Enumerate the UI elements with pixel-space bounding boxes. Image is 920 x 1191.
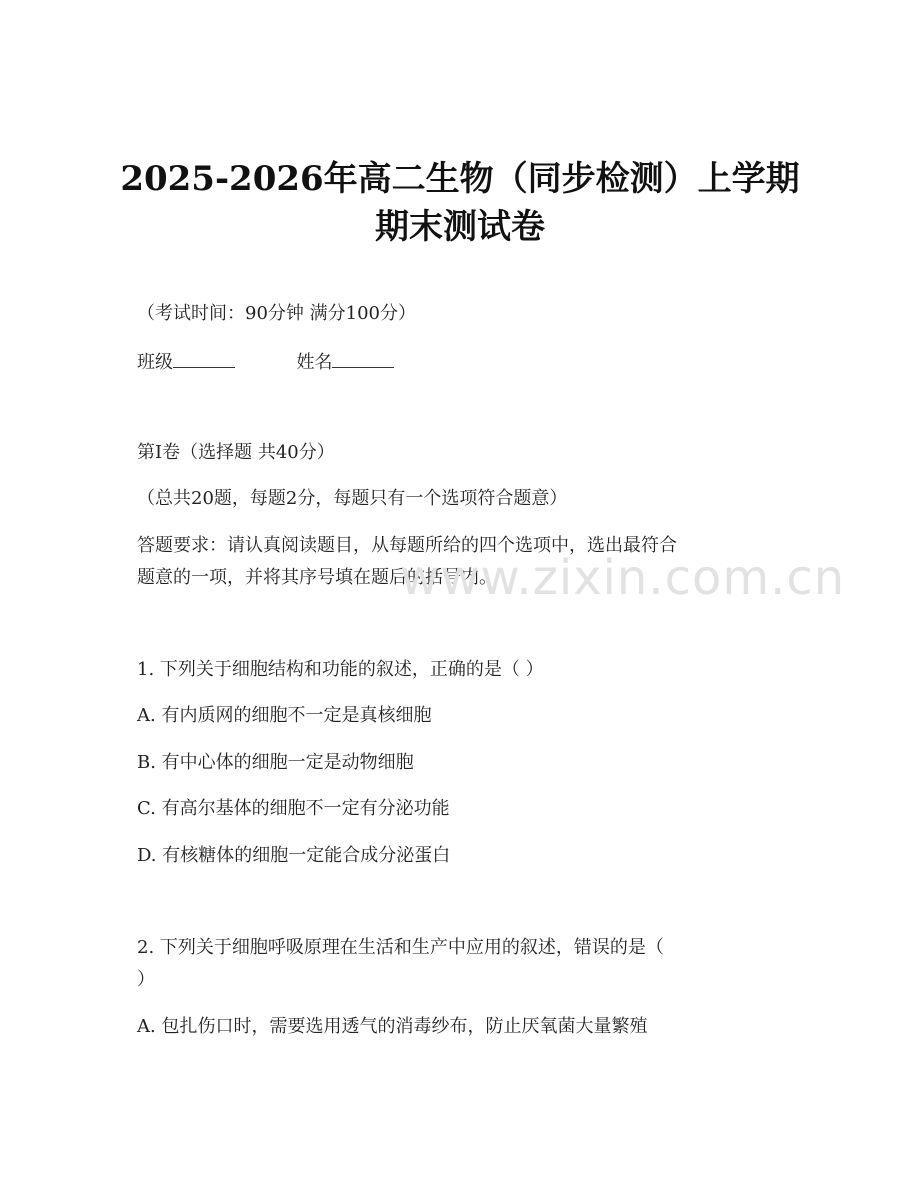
question-1-option-d: D. 有核糖体的细胞一定能合成分泌蛋白 xyxy=(137,845,451,866)
section-note: （总共20题，每题2分，每题只有一个选项符合题意） xyxy=(137,488,568,509)
class-blank xyxy=(173,349,235,368)
watermark: www.zixin.com.cn xyxy=(400,550,846,606)
page-title-line-1: 2025-2026年高二生物（同步检测）上学期 xyxy=(120,159,800,199)
question-2-option-a: A. 包扎伤口时，需要选用透气的消毒纱布，防止厌氧菌大量繁殖 xyxy=(137,1016,648,1037)
class-label: 班级 xyxy=(137,352,173,373)
question-1-option-a: A. 有内质网的细胞不一定是真核细胞 xyxy=(137,705,432,726)
exam-time-score: （考试时间：90分钟 满分100分） xyxy=(137,303,416,324)
requirement-line-2: 题意的一项，并将其序号填在题后的括号内。 xyxy=(137,567,497,588)
question-1-option-b: B. 有中心体的细胞一定是动物细胞 xyxy=(137,752,414,773)
page-title-line-2: 期末测试卷 xyxy=(375,207,545,247)
question-1-stem: 1. 下列关于细胞结构和功能的叙述，正确的是（ ） xyxy=(137,659,544,680)
name-label: 姓名 xyxy=(296,352,333,373)
question-2-stem-line-2: ） xyxy=(137,969,155,990)
question-2-stem-line-1: 2. 下列关于细胞呼吸原理在生活和生产中应用的叙述，错误的是（ xyxy=(137,937,664,958)
question-1-option-c: C. 有高尔基体的细胞不一定有分泌功能 xyxy=(137,798,450,819)
section-title: 第Ⅰ卷（选择题 共40分） xyxy=(137,442,335,463)
requirement-line-1: 答题要求：请认真阅读题目，从每题所给的四个选项中，选出最符合 xyxy=(137,535,677,556)
name-blank xyxy=(332,349,394,368)
student-info-row xyxy=(137,349,394,376)
